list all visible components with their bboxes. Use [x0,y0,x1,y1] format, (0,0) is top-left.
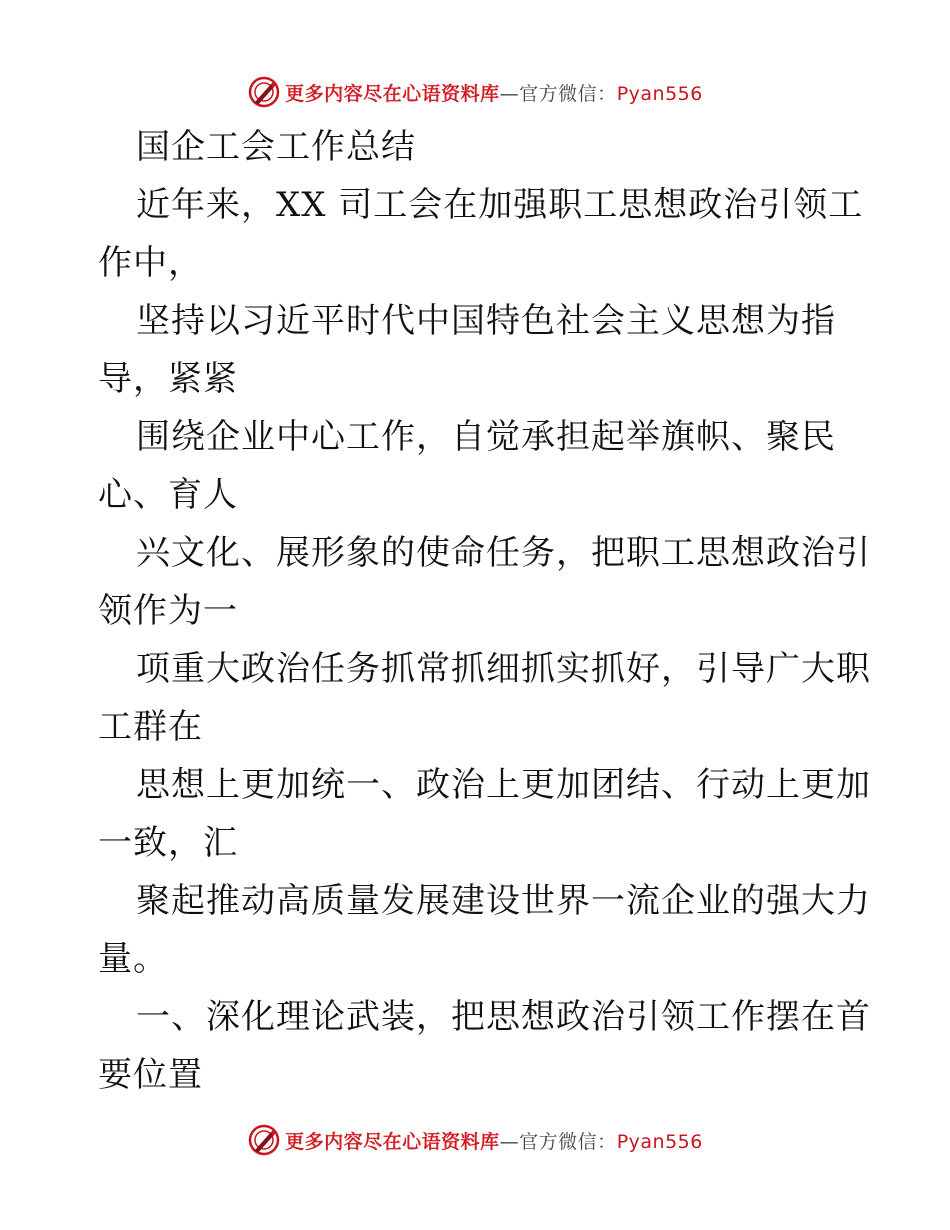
banner-wechat-label: 官方微信： [519,1130,617,1153]
doc-line: 要位置 [98,1055,203,1095]
pen-logo-icon [247,75,281,109]
doc-line: 心、育人 [98,475,238,515]
banner-dash: — [499,1130,520,1153]
doc-line: 一致，汇 [98,823,238,863]
banner-text [285,79,703,106]
banner-dash: — [499,82,520,105]
doc-line: 领作为一 [98,591,238,631]
doc-line: 导，紧紧 [98,359,238,399]
doc-line: 围绕企业中心工作，自觉承担起举旗帜、聚民 [136,417,836,457]
doc-title: 国企工会工作总结 [136,127,416,167]
banner-main-text: 更多内容尽在心语资料库 [285,82,500,105]
doc-line: 坚持以习近平时代中国特色社会主义思想为指 [136,301,836,341]
banner-wechat-label: 官方微信： [519,82,617,105]
section-heading: 一、深化理论武装，把思想政治引领工作摆在首 [136,997,871,1037]
banner-main-text: 更多内容尽在心语资料库 [285,1130,500,1153]
doc-line: 量。 [98,939,168,979]
footer-banner [0,1120,950,1160]
doc-line: 作中， [98,243,203,283]
doc-line: 兴文化、展形象的使命任务，把职工思想政治引 [136,533,871,573]
banner-wechat-id: Pyan556 [616,1130,703,1153]
pen-logo-icon [247,1123,281,1157]
doc-line: 近年来，XX 司工会在加强职工思想政治引领工 [136,185,864,225]
doc-line: 项重大政治任务抓常抓细抓实抓好，引导广大职 [136,649,871,689]
doc-line: 思想上更加统一、政治上更加团结、行动上更加 [136,765,871,805]
banner-text [285,1127,703,1154]
doc-line: 聚起推动高质量发展建设世界一流企业的强大力 [136,881,871,921]
document-body [98,118,871,1104]
banner-wechat-id: Pyan556 [616,82,703,105]
header-banner [0,72,950,112]
doc-line: 工群在 [98,707,203,747]
